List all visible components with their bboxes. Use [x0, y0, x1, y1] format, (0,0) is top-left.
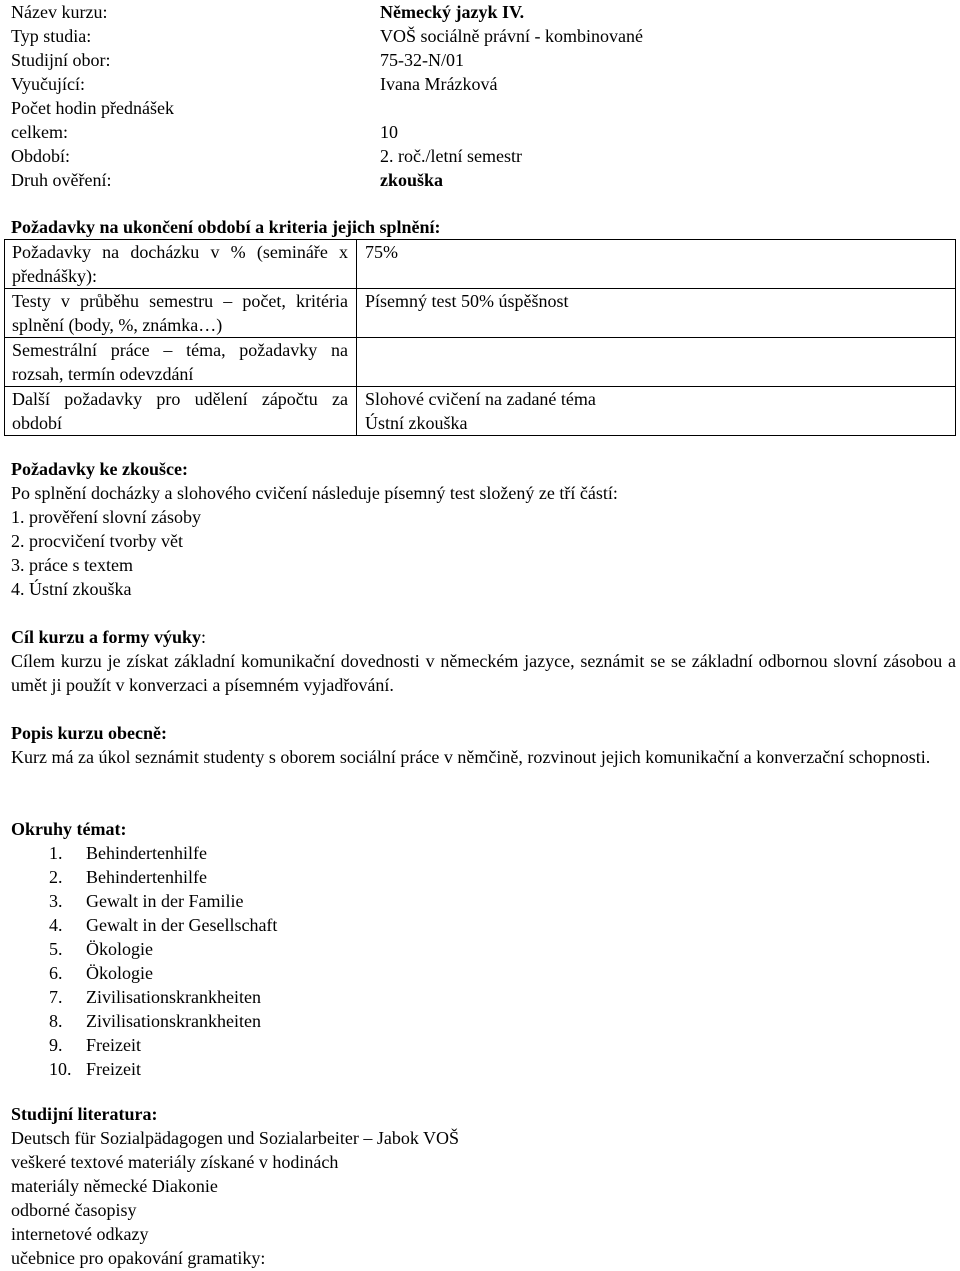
info-label: Období:	[11, 146, 71, 166]
info-row-teacher	[11, 72, 956, 96]
exam-item: 2. procvičení tvorby vět	[11, 531, 183, 551]
list-item	[11, 889, 956, 913]
list-item	[11, 1033, 956, 1057]
req-value-cell	[357, 387, 956, 436]
topic-number: 3.	[49, 891, 63, 911]
info-label: celkem:	[11, 122, 68, 142]
req-value: Písemný test 50% úspěšnost	[357, 289, 956, 338]
literature-item: materiály německé Diakonie	[11, 1176, 218, 1196]
literature-item: odborné časopisy	[11, 1200, 137, 1220]
exam-heading: Požadavky ke zkoušce:	[11, 459, 188, 479]
info-row-course-name	[11, 0, 956, 24]
exam-intro: Po splnění docházky a slohového cvičení následuje písemný test složený ze tří částí:	[11, 483, 618, 503]
topic-number: 5.	[49, 939, 63, 959]
req-label: Další požadavky pro udělení zápočtu za období	[5, 387, 357, 436]
goal-heading: Cíl kurzu a formy výuky	[11, 627, 202, 647]
exam-item: 1. prověření slovní zásoby	[11, 507, 201, 527]
info-value: VOŠ sociálně právní - kombinované	[380, 26, 643, 46]
list-item	[11, 937, 956, 961]
list-item	[11, 1057, 956, 1081]
req-label: Požadavky na docházku v % (semináře x přednášky):	[5, 240, 357, 289]
info-row-period	[11, 144, 956, 168]
info-value: Německý jazyk IV.	[380, 2, 525, 22]
topic-number: 2.	[49, 867, 63, 887]
req-value: Slohové cvičení na zadané téma	[365, 389, 596, 409]
topic-title: Ökologie	[86, 963, 153, 983]
info-label: Počet hodin přednášek	[11, 98, 174, 118]
literature-section	[11, 1102, 956, 1270]
description-section	[11, 721, 956, 769]
topic-number: 10.	[49, 1059, 72, 1079]
requirements-table	[4, 239, 956, 436]
topics-list	[11, 841, 956, 1081]
info-row-field	[11, 48, 956, 72]
info-row-hours-total	[11, 120, 956, 144]
goal-heading-line	[11, 625, 956, 649]
topic-title: Gewalt in der Gesellschaft	[86, 915, 278, 935]
goal-heading-colon: :	[201, 627, 207, 647]
exam-item: 4. Ústní zkouška	[11, 579, 132, 599]
table-row	[5, 338, 956, 387]
topic-title: Gewalt in der Familie	[86, 891, 244, 911]
info-row-study-type	[11, 24, 956, 48]
info-value: zkouška	[380, 170, 444, 190]
requirements-heading: Požadavky na ukončení období a kriteria jejich splnění:	[11, 217, 441, 237]
topic-title: Freizeit	[86, 1035, 141, 1055]
goal-section	[11, 625, 956, 697]
list-item	[11, 985, 956, 1009]
info-label: Vyučující:	[11, 74, 85, 94]
req-value	[357, 338, 956, 387]
table-row	[5, 240, 956, 289]
literature-item: učebnice pro opakování gramatiky:	[11, 1248, 266, 1268]
literature-heading: Studijní literatura:	[11, 1104, 158, 1124]
req-value: 75%	[357, 240, 956, 289]
exam-section	[11, 457, 956, 601]
topic-title: Zivilisationskrankheiten	[86, 1011, 261, 1031]
topics-heading: Okruhy témat:	[11, 819, 127, 839]
info-value: 75-32-N/01	[380, 50, 464, 70]
topic-title: Behindertenhilfe	[86, 867, 207, 887]
description-heading: Popis kurzu obecně:	[11, 723, 168, 743]
goal-text: Cílem kurzu je získat základní komunikační dovednosti v německém jazyce, seznámit se se základní odbornou slovní zásobou a umět ji použít v konverzaci a písemném vyjadřování.	[11, 651, 956, 695]
literature-item: veškeré textové materiály získané v hodinách	[11, 1152, 339, 1172]
topic-number: 6.	[49, 963, 63, 983]
info-label: Název kurzu:	[11, 2, 108, 22]
topic-title: Freizeit	[86, 1059, 141, 1079]
topic-number: 4.	[49, 915, 63, 935]
description-text: Kurz má za úkol seznámit studenty s oborem sociální práce v němčině, rozvinout jejich komunikační a konverzační schopnosti.	[11, 747, 931, 767]
topic-title: Zivilisationskrankheiten	[86, 987, 261, 1007]
info-value: 10	[380, 122, 398, 142]
exam-item: 3. práce s textem	[11, 555, 133, 575]
table-row	[5, 289, 956, 338]
info-label: Studijní obor:	[11, 50, 111, 70]
topics-section	[11, 817, 956, 1081]
list-item	[11, 913, 956, 937]
table-row	[5, 387, 956, 436]
list-item	[11, 1009, 956, 1033]
info-row-hours-label	[11, 96, 956, 120]
topic-number: 8.	[49, 1011, 63, 1031]
list-item	[11, 865, 956, 889]
list-item	[11, 961, 956, 985]
topic-number: 1.	[49, 843, 63, 863]
topic-title: Behindertenhilfe	[86, 843, 207, 863]
literature-item: internetové odkazy	[11, 1224, 149, 1244]
topic-number: 9.	[49, 1035, 63, 1055]
req-label: Semestrální práce – téma, požadavky na rozsah, termín odevzdání	[5, 338, 357, 387]
course-info	[11, 0, 956, 192]
topic-number: 7.	[49, 987, 63, 1007]
topic-title: Ökologie	[86, 939, 153, 959]
info-label: Druh ověření:	[11, 170, 112, 190]
info-value: Ivana Mrázková	[380, 74, 498, 94]
info-label: Typ studia:	[11, 26, 92, 46]
info-value: 2. roč./letní semestr	[380, 146, 522, 166]
info-row-verification	[11, 168, 956, 192]
req-value: Ústní zkouška	[365, 413, 468, 433]
req-label: Testy v průběhu semestru – počet, kritéria splnění (body, %, známka…)	[5, 289, 357, 338]
list-item	[11, 841, 956, 865]
literature-item: Deutsch für Sozialpädagogen und Sozialarbeiter – Jabok VOŠ	[11, 1128, 460, 1148]
